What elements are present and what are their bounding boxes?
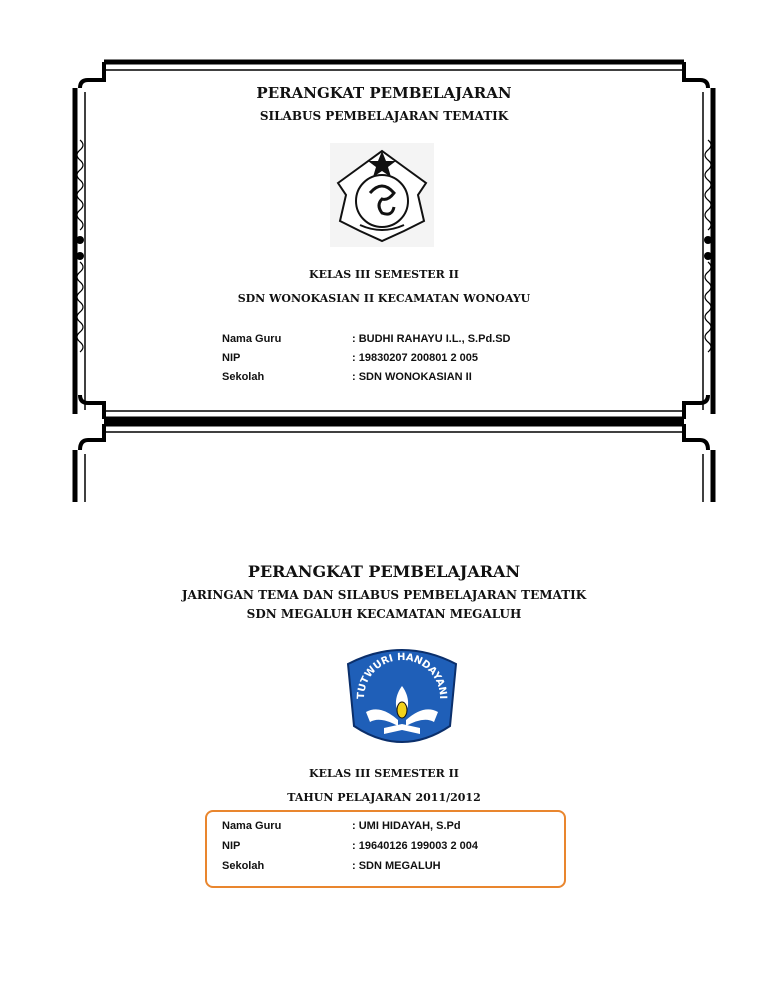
cover1-subtitle: SILABUS PEMBELAJARAN TEMATIK: [259, 109, 509, 123]
cover1-school-line: SDN WONOKASIAN II KECAMATAN WONOAYU: [237, 292, 531, 305]
cover2-value-sekolah: : SDN MEGALUH: [352, 860, 441, 872]
sidoarjo-emblem-icon: [330, 143, 434, 247]
cover1-title: PERANGKAT PEMBELAJARAN: [256, 84, 512, 102]
cover1-label-nama-guru: Nama Guru: [222, 333, 282, 345]
cover2-subtitle2: SDN MEGALUH KECAMATAN MEGALUH: [246, 607, 522, 621]
cover1-value-nama-guru: : BUDHI RAHAYU I.L., S.Pd.SD: [352, 333, 511, 345]
cover2-label-nama-guru: Nama Guru: [222, 820, 282, 832]
cover1-label-nip: NIP: [222, 352, 241, 364]
cover2-label-sekolah: Sekolah: [222, 860, 265, 872]
cover2-year: TAHUN PELAJARAN 2011/2012: [287, 791, 481, 804]
cover1-label-sekolah: Sekolah: [222, 371, 265, 383]
cover2-subtitle1: JARINGAN TEMA DAN SILABUS PEMBELAJARAN TEMATIK: [181, 588, 587, 602]
cover1-class-semester: KELAS III SEMESTER II: [309, 268, 459, 281]
tutwuri-handayani-logo-icon: [344, 640, 460, 752]
cover1-value-sekolah: : SDN WONOKASIAN II: [352, 371, 472, 383]
cover2-title: PERANGKAT PEMBELAJARAN: [247, 562, 521, 581]
cover2-class-semester: KELAS III SEMESTER II: [309, 767, 459, 780]
cover2-label-nip: NIP: [222, 840, 241, 852]
svg-text:TUTWURI HANDAYANI: TUTWURI HANDAYANI: [355, 651, 449, 700]
cover1-value-nip: : 19830207 200801 2 005: [352, 352, 479, 364]
cover2-value-nip: : 19640126 199003 2 004: [352, 840, 479, 852]
cover2-value-nama-guru: : UMI HIDAYAH, S.Pd: [352, 820, 461, 832]
